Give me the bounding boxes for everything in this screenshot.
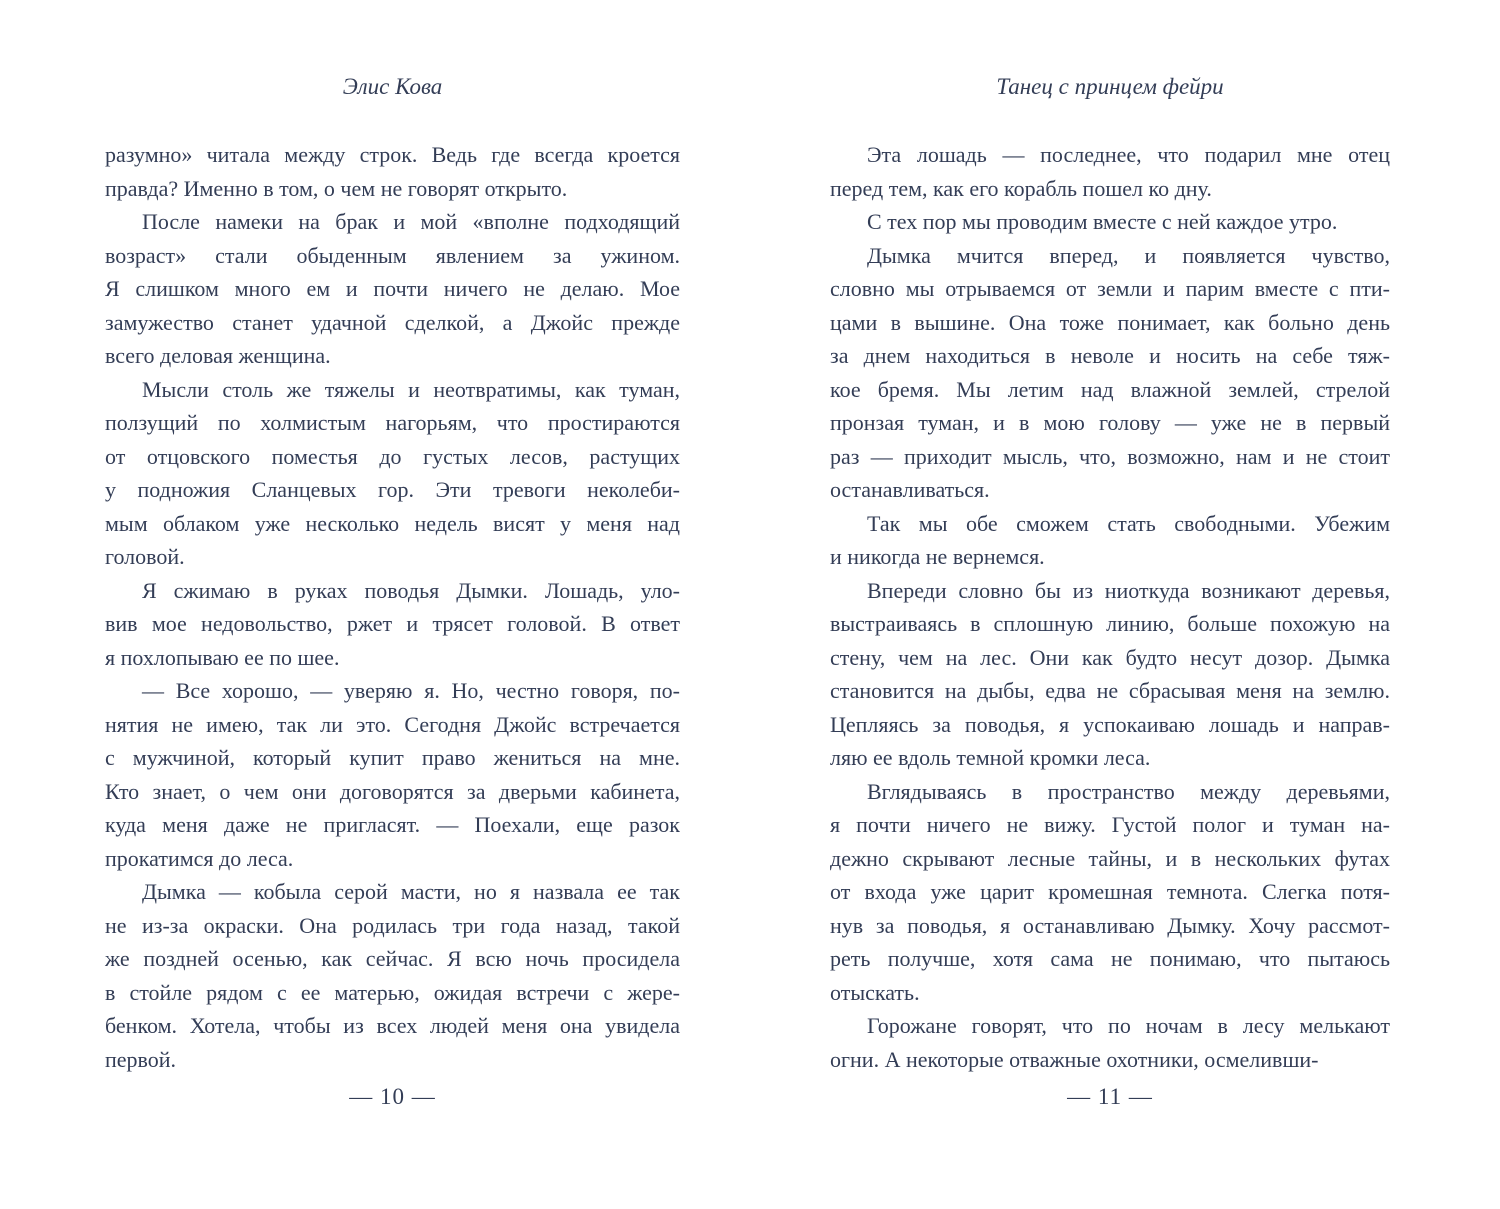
page-body-right bbox=[830, 138, 1390, 1076]
text-line: правда? Именно в том, о чем не говорят открыто. bbox=[105, 175, 568, 201]
text-line: останавливаться. bbox=[830, 477, 990, 502]
text-line: Впереди словно бы из ниоткуда возникают деревья, bbox=[867, 577, 1390, 603]
page-number-right: — 11 — bbox=[1067, 1084, 1153, 1109]
text-line: Кто знает, о чем они договорятся за дверьми кабинета, bbox=[105, 778, 680, 804]
text-line: головой. bbox=[105, 544, 185, 569]
text-line: первой. bbox=[105, 1046, 177, 1072]
text-line: куда меня даже не пригласят. — Поехали, еще разок bbox=[105, 812, 680, 837]
text-line: — Все хорошо, — уверяю я. Но, честно говоря, по- bbox=[142, 678, 680, 703]
running-head-author: Элис Кова bbox=[342, 74, 443, 99]
text-line: Мысли столь же тяжелы и неотвратимы, как туман, bbox=[142, 376, 680, 402]
text-line: пронзая туман, и в мою голову — уже не в первый bbox=[830, 410, 1390, 435]
text-line: кое бремя. Мы летим над влажной землей, стрелой bbox=[830, 376, 1390, 402]
text-line: цами в вышине. Она тоже понимает, как больно день bbox=[830, 309, 1390, 335]
page-body-left bbox=[105, 138, 680, 1076]
text-line: Дымка мчится вперед, и появляется чувство, bbox=[867, 242, 1390, 268]
text-line: огни. А некоторые отважные охотники, осмеливши- bbox=[830, 1046, 1319, 1072]
text-line: После намеки на брак и мой «вполне подходящий bbox=[142, 209, 680, 234]
text-line: с мужчиной, который купит право жениться на мне. bbox=[105, 745, 680, 770]
text-line: нятия не имею, так ли это. Сегодня Джойс встречается bbox=[105, 711, 680, 737]
text-line: прокатимся до леса. bbox=[105, 845, 294, 871]
text-line: Я сжимаю в руках поводья Дымки. Лошадь, уло- bbox=[142, 577, 680, 603]
text-line: вив мое недовольство, ржет и трясет головой. В ответ bbox=[105, 611, 680, 636]
text-line: Дымка — кобыла серой масти, но я назвала ее так bbox=[142, 879, 680, 904]
text-line: ползущий по холмистым нагорьям, что простираются bbox=[105, 410, 680, 435]
text-line: Вглядываясь в пространство между деревьями, bbox=[867, 778, 1390, 804]
text-line: Цепляясь за поводья, я успокаиваю лошадь и направ- bbox=[830, 711, 1390, 737]
text-line: возраст» стали обыденным явлением за ужином. bbox=[105, 242, 680, 268]
text-line: стену, чем на лес. Они как будто несут дозор. Дымка bbox=[830, 644, 1390, 670]
text-line: же поздней осенью, как сейчас. Я всю ночь просидела bbox=[105, 946, 680, 971]
text-line: отыскать. bbox=[830, 979, 920, 1005]
text-line: становится на дыбы, едва не сбрасывая меня на землю. bbox=[830, 678, 1390, 703]
text-line: замужество станет удачной сделкой, а Джойс прежде bbox=[105, 309, 680, 335]
text-line: я похлопываю ее по шее. bbox=[105, 644, 340, 670]
text-line: выстраиваясь в сплошную линию, больше похожую на bbox=[830, 611, 1390, 636]
text-line: мым облаком уже несколько недель висят у меня над bbox=[105, 510, 680, 536]
text-line: Эта лошадь — последнее, что подарил мне отец bbox=[867, 142, 1390, 167]
text-line: реть получше, хотя сама не понимаю, что пытаюсь bbox=[830, 946, 1390, 971]
text-line: Горожане говорят, что по ночам в лесу мелькают bbox=[867, 1013, 1390, 1038]
text-line: словно мы отрываемся от земли и парим вместе с пти- bbox=[830, 276, 1390, 301]
text-line: от отцовского поместья до густых лесов, растущих bbox=[105, 443, 680, 469]
text-line: всего деловая женщина. bbox=[105, 343, 331, 368]
text-line: С тех пор мы проводим вместе с ней каждое утро. bbox=[867, 209, 1338, 234]
text-line: я почти ничего не вижу. Густой полог и туман на- bbox=[830, 812, 1390, 837]
page-number-left: — 10 — bbox=[349, 1084, 436, 1109]
text-line: и никогда не вернемся. bbox=[830, 544, 1045, 569]
text-line: у подножия Сланцевых гор. Эти тревоги неколеби- bbox=[105, 477, 680, 502]
text-line: дежно скрывают лесные тайны, и в нескольких футах bbox=[830, 845, 1390, 871]
text-line: раз — приходит мысль, что, возможно, нам и не стоит bbox=[830, 443, 1390, 469]
text-line: Я слишком много ем и почти ничего не делаю. Мое bbox=[105, 276, 680, 301]
running-head-title: Танец с принцем фейри bbox=[996, 74, 1224, 99]
text-line: разумно» читала между строк. Ведь где всегда кроется bbox=[105, 142, 680, 167]
text-line: ляю ее вдоль темной кромки леса. bbox=[830, 745, 1151, 770]
text-line: не из-за окраски. Она родилась три года назад, такой bbox=[105, 912, 680, 938]
text-line: перед тем, как его корабль пошел ко дну. bbox=[830, 175, 1212, 201]
text-line: нув за поводья, я останавливаю Дымку. Хочу рассмот- bbox=[830, 912, 1390, 938]
text-line: в стойле рядом с ее матерью, ожидая встречи с жере- bbox=[105, 979, 680, 1005]
text-line: от входа уже царит кромешная темнота. Слегка потя- bbox=[830, 879, 1390, 904]
text-line: Так мы обе сможем стать свободными. Убежим bbox=[867, 510, 1390, 536]
text-line: бенком. Хотела, чтобы из всех людей меня она увидела bbox=[105, 1013, 680, 1038]
text-line: за днем находиться в неволе и носить на себе тяж- bbox=[830, 343, 1390, 368]
